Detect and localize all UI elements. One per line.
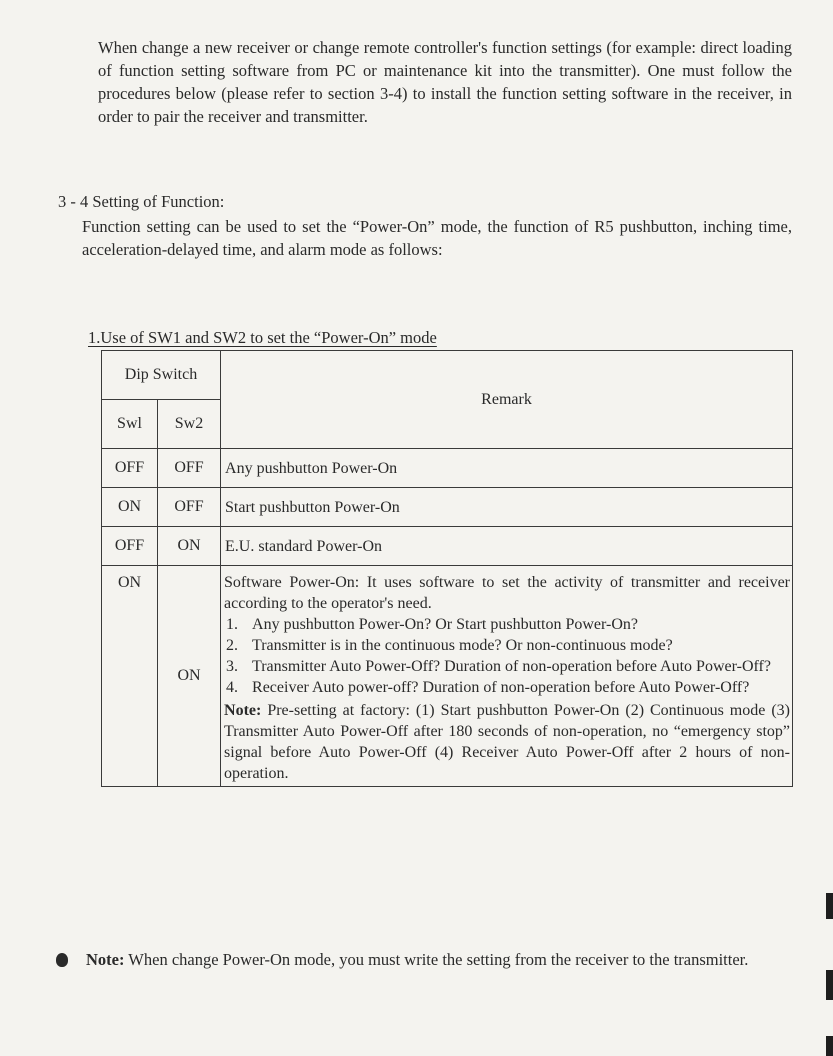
header-dip-switch: Dip Switch (102, 351, 221, 400)
header-sw1: Swl (102, 400, 158, 449)
table-row (102, 488, 793, 527)
note-label: Note: (224, 702, 262, 719)
page-edge-mark (826, 1036, 833, 1056)
footer-note (56, 948, 794, 971)
section-title: 3 - 4 Setting of Function: (58, 192, 225, 211)
bullet-icon (56, 953, 68, 967)
cell-remark: Any pushbutton Power-On (221, 449, 793, 488)
table-row-software (102, 566, 793, 787)
cell-sw1: OFF (102, 527, 158, 566)
footer-note-label: Note: (86, 950, 125, 969)
table-row (102, 449, 793, 488)
software-intro: Software Power-On: It uses software to set the activity of transmitter and receiver according to the operator's need. (224, 574, 790, 612)
table-caption: 1.Use of SW1 and SW2 to set the “Power-On” mode (88, 328, 437, 347)
section-body: Function setting can be used to set the “Power-On” mode, the function of R5 pushbutton, inching time, acceleration-delayed time, and alarm mode as follows: (82, 217, 792, 259)
cell-remark: Start pushbutton Power-On (221, 488, 793, 527)
list-item: 1. Any pushbutton Power-On? Or Start pushbutton Power-On? (226, 616, 638, 633)
note-text: Pre-setting at factory: (1) Start pushbutton Power-On (2) Continuous mode (3) Transmitter Auto Power-Off after 180 seconds of non-operation, no “emergency stop” signal before Auto Power-Off (4) Receiver Auto Power-Off after 2 hours of non-operation. (224, 702, 790, 782)
cell-sw1: ON (102, 488, 158, 527)
dip-switch-table (101, 350, 793, 787)
cell-sw2: OFF (158, 488, 221, 527)
table-row (102, 527, 793, 566)
cell-sw1: ON (102, 566, 158, 787)
cell-sw2: ON (158, 527, 221, 566)
cell-remark: E.U. standard Power-On (221, 527, 793, 566)
list-item: 3. Transmitter Auto Power-Off? Duration of non-operation before Auto Power-Off? (226, 658, 771, 675)
header-remark: Remark (221, 351, 793, 449)
page-edge-mark (826, 970, 833, 1000)
list-item: 4. Receiver Auto power-off? Duration of non-operation before Auto Power-Off? (226, 679, 750, 696)
software-options-list (224, 614, 790, 698)
cell-sw2: OFF (158, 449, 221, 488)
list-item: 2. Transmitter is in the continuous mode? Or non-continuous mode? (226, 637, 673, 654)
cell-sw1: OFF (102, 449, 158, 488)
cell-remark-software (221, 566, 793, 787)
cell-sw2: ON (158, 566, 221, 787)
header-sw2: Sw2 (158, 400, 221, 449)
intro-paragraph: When change a new receiver or change remote controller's function settings (for example: direct loading of function setting software from PC or maintenance kit into the transmitter). One must follow the procedures below (please refer to section 3-4) to install the function setting software in the receiver, in order to pair the receiver and transmitter. (98, 38, 792, 126)
factory-note (224, 700, 790, 784)
page-edge-mark (826, 893, 833, 919)
footer-note-text: When change Power-On mode, you must write the setting from the receiver to the transmitter. (124, 950, 749, 969)
